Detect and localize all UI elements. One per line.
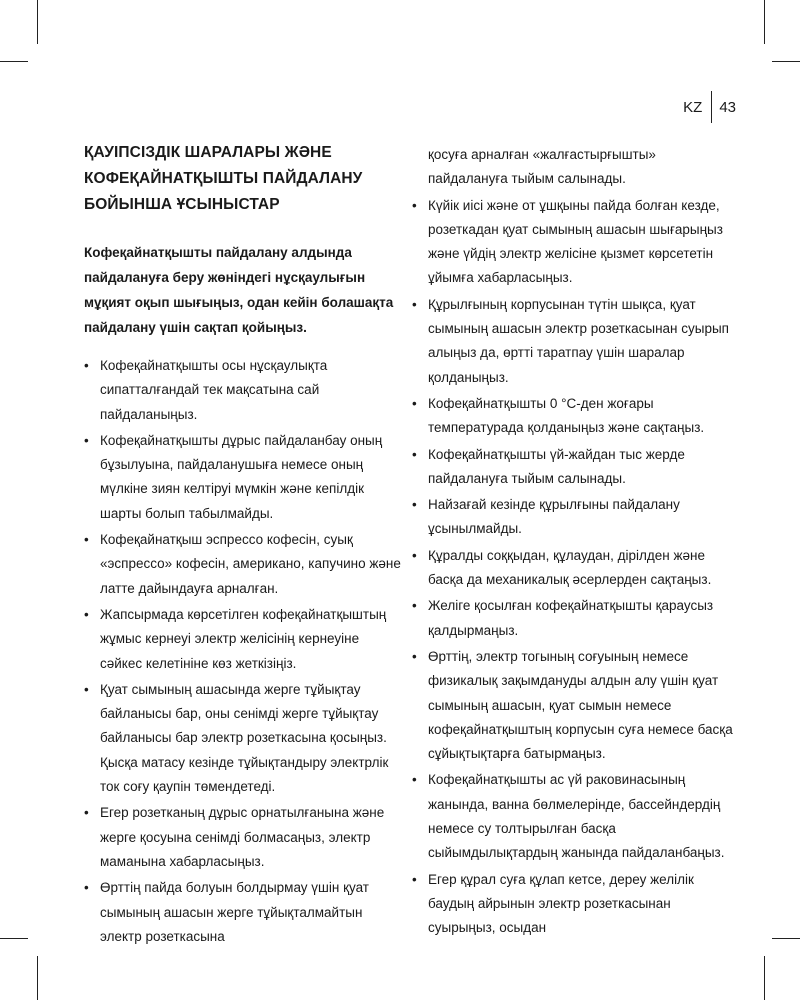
list-item: • Жапсырмада көрсетілген кофеқайнатқыштың жұмыс кернеуі электр желісінің кернеуіне сәйкес келетініне көз жеткізіңіз.	[84, 603, 402, 676]
page-number: 43	[719, 98, 736, 116]
crop-mark	[37, 0, 38, 44]
list-item: • Кофеқайнатқышты ас үй раковинасының жанында, ванна бөлмелерінде, бассейндердің немесе су толтырылған басқа сыйымдылықтардың жанында пайдаланбаңыз.	[412, 768, 738, 865]
crop-mark	[0, 61, 28, 62]
list-item: • Қуат сымының ашасында жерге тұйықтау байланысы бар, оны сенімді жерге тұйықтау байланысы бар электр розеткасына қосыңыз. Қысқа матасу кезінде тұйықтандыру электрлік ток соғу қаупін төмендетеді.	[84, 678, 402, 799]
safety-list-left	[84, 354, 402, 949]
crop-mark	[37, 956, 38, 1000]
safety-list-right	[412, 194, 738, 941]
list-item: • Өрттің, электр тогының соғуының немесе физикалық зақымдануды алдын алу үшін қуат сымының ашасын, қуат сымын немесе кофеқайнатқыштың корпусын суға немесе басқа сұйықтықтарға батырмаңыз.	[412, 645, 738, 766]
list-item: • Желіге қосылған кофеқайнатқышты қараусыз қалдырмаңыз.	[412, 594, 738, 643]
list-item: • Кофеқайнатқышты дұрыс пайдаланбау оның бұзылуына, пайдаланушыға немесе оның мүлкіне зиян келтіруі мүмкін және кепілдік шарты болып табылмайды.	[84, 429, 402, 526]
list-item: • Егер розетканың дұрыс орнатылғанына және жерге қосуына сенімді болмасаңыз, электр маманына хабарласыңыз.	[84, 801, 402, 874]
section-title: ҚАУІПСІЗДІК ШАРАЛАРЫ ЖӘНЕ КОФЕҚАЙНАТҚЫШТЫ ПАЙДАЛАНУ БОЙЫНША ҰСЫНЫСТАР	[84, 144, 363, 213]
crop-mark	[772, 938, 800, 939]
list-item: • Найзағай кезінде құрылғыны пайдалану ұсынылмайды.	[412, 493, 738, 542]
list-item: • Күйік иісі және от ұшқыны пайда болған кезде, розеткадан қуат сымының ашасын шығарыңыз және үйдің электр желісіне қызмет көрсететін ұйымға хабарласыңыз.	[412, 194, 738, 291]
list-item: • Кофеқайнатқышты осы нұсқаулықта сипатталғандай тек мақсатына сай пайдаланыңыз.	[84, 354, 402, 427]
language-code: KZ	[683, 98, 703, 116]
list-item: • Кофеқайнатқышты 0 °С-ден жоғары температурада қолданыңыз және сақтаңыз.	[412, 392, 738, 441]
page-header	[683, 91, 736, 123]
list-item: • Кофеқайнатқышты үй-жайдан тыс жерде пайдалануға тыйым салынады.	[412, 443, 738, 492]
continued-text: қосуға арналған «жалғастырғышты» пайдалануға тыйым салынады.	[428, 147, 656, 187]
crop-mark	[772, 61, 800, 62]
crop-mark	[764, 956, 765, 1000]
right-column	[412, 143, 738, 943]
list-item: • Құрылғының корпусынан түтін шықса, қуат сымының ашасын электр розеткасынан суырып алыңыз да, өртті таратпау үшін шаралар қолданыңыз.	[412, 293, 738, 390]
crop-mark	[0, 938, 28, 939]
list-item: • Құралды соққыдан, құлаудан, дірілден және басқа да механикалық әсерлерден сақтаңыз.	[412, 544, 738, 593]
header-divider	[711, 91, 712, 123]
crop-mark	[764, 0, 765, 44]
list-item: • Кофеқайнатқыш эспрессо кофесін, суық «эспрессо» кофесін, американо, капучино және латте дайындауға арналған.	[84, 528, 402, 601]
list-item: • Егер құрал суға құлап кетсе, дереу желілік баудың айрынын электр розеткасынан суырыңыз, осыдан	[412, 868, 738, 941]
intro-paragraph: Кофеқайнатқышты пайдалану алдында пайдалануға беру жөніндегі нұсқаулығын мұқият оқып шығыңыз, одан кейін болашақта пайдалану үшін сақтап қойыңыз.	[84, 245, 394, 335]
left-column	[84, 140, 402, 951]
list-item: • Өрттің пайда болуын болдырмау үшін қуат сымының ашасын жерге тұйықталмайтын электр розеткасына	[84, 876, 402, 949]
